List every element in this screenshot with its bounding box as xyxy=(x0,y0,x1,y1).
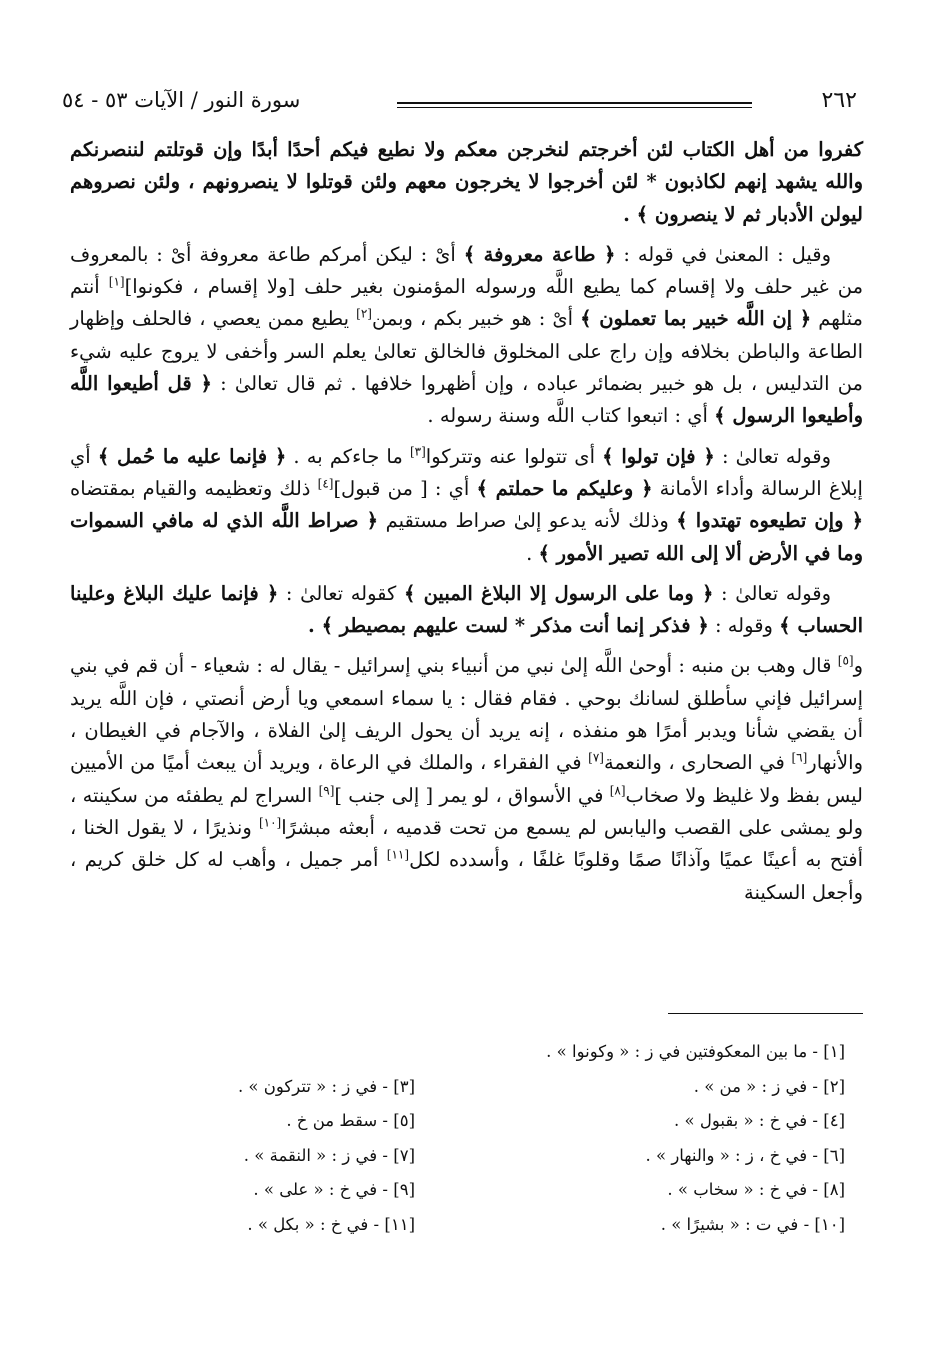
quran-quote: . xyxy=(307,614,322,638)
footnote-reference: [١٠] xyxy=(258,815,282,830)
paragraph-p2 xyxy=(70,239,863,433)
quran-quote: ﴿ وعليكم ما حملتم ﴾ xyxy=(476,476,653,500)
paragraph-p3 xyxy=(70,441,863,570)
text-run: أي : [ من قبول] xyxy=(333,476,477,500)
footnote-item: [١٠] - في ت : « بشيرًا » . xyxy=(660,1214,845,1234)
text-run: ونذيرًا ، لا يقول الخنا ، أفتح به أعينًا عميًا وآذانًا صمًا وقلوبًا غلفًا ، وأسدده لكل xyxy=(70,815,863,872)
footnote-reference: [٥] xyxy=(837,653,854,668)
text-run: وقيل : المعنىٰ في قوله : xyxy=(615,242,831,266)
footnote-row xyxy=(80,1173,845,1208)
text-run: أنتم مثلهم xyxy=(70,275,863,331)
quran-quote: ﴿ وما على الرسول إلا البلاغ المبين ﴾ xyxy=(403,581,714,605)
text-run: في الأسواق ، لو يمر [ إلى جنب ] xyxy=(334,783,610,807)
footnote-item: [٧] - في ز : « النقمة » . xyxy=(243,1145,415,1165)
quran-quote: ﴿ صراط اللَّه الذي له مافي السموات وما في الأرض ألا إلى الله تصير الأمور ﴾ xyxy=(70,509,863,565)
footnotes xyxy=(80,1035,845,1242)
text-run: وقوله تعالىٰ : xyxy=(714,444,832,468)
text-run: يطيع ممن يعصي ، فالحلف وإظهار الطاعة والباطن بخلافه وإن راج على المخلوق فالخالق تعالىٰ يعلم السر وأخفى لا يروج عليه شيء من التدليس ، بل هو خبير بضمائر عباده ، وإن أظهروا خلافها . ثم قال تعالىٰ : xyxy=(70,307,864,396)
quran-quote: كفروا من أهل الكتاب لئن أخرجتم لنخرجن معكم ولا نطيع فيكم أحدًا أبدًا وإن قوتلتم لننصرنكم والله يشهد إنهم لكاذبون * لئن أخرجوا لا يخرجون معهم ولئن قوتلوا لا ينصرونهم ، ولئن نصروهم ليولن الأدبار ثم لا ينصرون ﴾ . xyxy=(70,138,863,226)
text-run: أي إبلاغ الرسالة وأداء الأمانة xyxy=(70,444,863,500)
text-run: كقوله تعالىٰ : xyxy=(278,581,404,605)
text-run: قال وهب بن منبه : أوحىٰ اللَّه إلىٰ نبي من أنبياء بني إسرائيل - يقال له : شعياء - أن قم في بني إسرائيل فإني سأطلق لسانك بوحي . فقام فقال : يا سماء اسمعي ويا أرض أنصتي ، فإن اللَّه يريد أن يقضي شأنا ويدبر أمرًا هو منفذه ، إنه يريد أن يحول الريف إلىٰ الفلاة ، والآجام في الغيطان ، والأنهار xyxy=(70,654,864,775)
quran-quote: ﴿ فذكر إنما أنت مذكر * لست عليهم بمصيطر ﴾ xyxy=(321,614,709,638)
text-run: ذلك وتعظيمه والقيام بمقتضاه xyxy=(70,476,318,500)
text-run: وقوله تعالىٰ : xyxy=(713,581,832,605)
footnote-row xyxy=(80,1104,845,1139)
footnote-item: [٢] - في ز : « من » . xyxy=(693,1076,845,1096)
paragraph-p4 xyxy=(70,578,863,643)
footnote-reference: [٩] xyxy=(318,783,335,798)
footnote-separator xyxy=(668,1013,863,1014)
text-run: في الفقراء ، والملك في الرعاة ، ويريد أن يبعث أميًا من الأميين ليس بفظ ولا غليظ ولا صخاب xyxy=(70,751,863,807)
footnote-reference: [٦] xyxy=(791,750,808,765)
quran-quote: ﴿ قل أطيعوا اللَّه وأطيعوا الرسول ﴾ xyxy=(70,372,863,428)
footnote-item: [٤] - في خ : « بقبول » . xyxy=(674,1111,845,1130)
footnote-item: [٦] - في خ ، ز : « والنهار » . xyxy=(645,1145,845,1165)
text-run: في الصحارى ، والنعمة xyxy=(603,751,792,775)
page-number: ٢٦٢ xyxy=(821,88,857,113)
text-run: أى تتولوا عنه وتتركوا xyxy=(425,444,603,468)
footnote-reference: [١] xyxy=(108,274,125,289)
footnote-reference: [٣] xyxy=(409,444,426,459)
quran-quote: ﴿ فإنما عليه ما حُمل ﴾ xyxy=(97,444,287,468)
quran-quote: ﴿ طاعة معروفة ﴾ xyxy=(463,242,616,266)
text-run: وذلك لأنه يدعو إلىٰ صراط مستقيم xyxy=(378,509,677,533)
footnote-reference: [١١] xyxy=(386,847,410,862)
footnote-reference: [٧] xyxy=(588,750,604,765)
footnote-row xyxy=(80,1208,845,1243)
main-text xyxy=(70,134,863,917)
footnote-item: [٩] - في خ : « على » . xyxy=(253,1180,415,1199)
text-run: . xyxy=(526,541,539,565)
quran-quote: ﴿ فإن تولوا ﴾ xyxy=(602,444,715,468)
quran-quote: ﴿ فإنما عليك البلاغ وعلينا الحساب ﴾ xyxy=(70,581,863,638)
running-title: سورة النور / الآيات ٥٣ - ٥٤ xyxy=(62,88,301,112)
text-run: السراج لم يطفئه من سكينته ، ولو يمشى على القصب واليابس لم يسمع من تحت قدميه ، أبعثه مبشرًا xyxy=(70,783,863,839)
paragraph-p1 xyxy=(70,134,863,231)
footnote-row xyxy=(80,1035,845,1070)
text-run: أمر جميل ، وأهب له كل خلق كريم ، وأجعل السكينة xyxy=(70,848,863,904)
text-run: وقوله : xyxy=(708,614,780,638)
paragraph-p5 xyxy=(70,650,863,908)
text-run: أىْ : ليكن أمركم طاعة معروفة أىْ : بالمعروف من غير حلف ولا إقسام كما يطيع اللَّه ورسوله المؤمنون بغير حلف [ولا إقسام ، فكونوا] xyxy=(70,242,864,299)
quran-quote: ﴿ إن اللَّه خبير بما تعملون ﴾ xyxy=(580,307,812,331)
text-run: ما جاءكم به . xyxy=(286,444,410,468)
footnote-row xyxy=(80,1070,845,1105)
footnote-item: [٨] - في خ : « سخاب » . xyxy=(667,1180,845,1199)
footnote-item: [٥] - سقط من خ . xyxy=(286,1111,415,1130)
footnote-reference: [٨] xyxy=(609,783,626,798)
footnote-reference: [٢] xyxy=(356,306,372,321)
running-header xyxy=(62,88,857,122)
text-run: أىْ : هو خبير بكم ، وبمن xyxy=(371,307,581,331)
text-run: أي : اتبعوا كتاب اللَّه وسنة رسوله . xyxy=(427,404,715,428)
footnote-item: [٣] - في ز : « تتركون » . xyxy=(237,1076,415,1096)
header-rule xyxy=(397,102,752,104)
footnote-reference: [٤] xyxy=(317,476,334,491)
footnote-item: [١] - ما بين المعكوفتين في ز : « وكونوا » . xyxy=(546,1042,845,1061)
footnote-item: [١١] - في خ : « بكل » . xyxy=(247,1214,415,1234)
footnote-row xyxy=(80,1139,845,1174)
text-run: و xyxy=(853,654,863,678)
quran-quote: ﴿ وإن تطيعوه تهتدوا ﴾ xyxy=(676,509,863,533)
